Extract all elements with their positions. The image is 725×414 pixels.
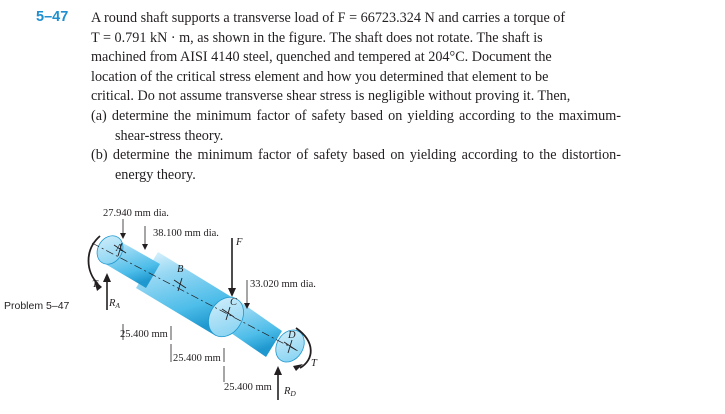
problem-line-2: T = 0.791 kN · m, as shown in the figure. The shaft does not rotate. The shaft is (91, 29, 543, 46)
problem-number: 5–47 (36, 9, 69, 25)
dim-right-diameter: 33.020 mm dia. (250, 279, 316, 290)
dim-length-2: 25.400 mm (173, 353, 221, 364)
label-reaction-a: RA (109, 298, 121, 310)
label-load-f: F (236, 237, 243, 248)
problem-line-1: A round shaft supports a transverse load of F = 66723.324 N and carries a torque of (91, 10, 566, 26)
torque-arrow-left (89, 236, 101, 284)
dim-middle-diameter: 38.100 mm dia. (153, 228, 219, 239)
label-point-d: D (288, 330, 296, 341)
label-point-c: C (230, 297, 238, 308)
part-a: (a) determine the minimum factor of safety based on yielding according to the maximum-shear-stress theory. (91, 107, 621, 144)
dim-length-3: 25.400 mm (224, 382, 272, 393)
label-point-b: B (177, 264, 184, 275)
dim-length-1: 25.400 mm (120, 329, 168, 340)
problem-line-3: machined from AISI 4140 steel, quenched and tempered at 204°C. Document the (91, 49, 552, 66)
shaft-section-left (92, 231, 160, 288)
label-torque-left: T (92, 279, 98, 290)
label-point-a: A (116, 243, 123, 254)
label-torque-right: T (311, 358, 317, 369)
figure-side-label: Problem 5–47 (4, 300, 70, 312)
problem-line-4: location of the critical stress element and how you determined that element to be (91, 68, 549, 85)
label-reaction-d: RD (284, 386, 296, 398)
dim-left-diameter: 27.940 mm dia. (103, 208, 169, 219)
part-b: (b) determine the minimum factor of safety based on yielding according to the distortion-energy theory. (91, 147, 621, 183)
problem-line-5: critical. Do not assume transverse shear stress is negligible without proving it. Then, (91, 88, 571, 105)
